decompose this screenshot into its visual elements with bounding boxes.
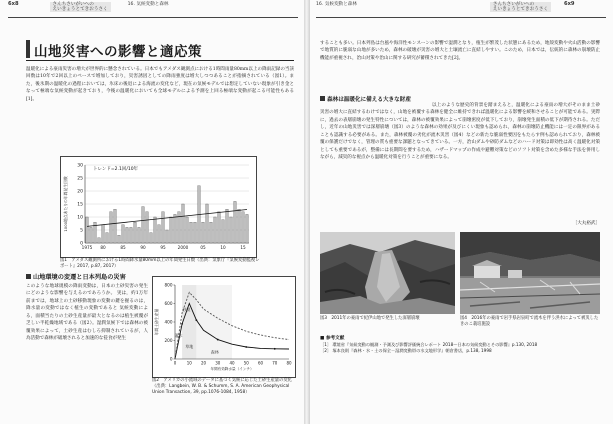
x-tick-label: 05 [200, 245, 206, 250]
bar [146, 212, 149, 243]
bar [138, 227, 141, 243]
bar [122, 225, 125, 243]
y-tick-label: 800 [164, 282, 173, 288]
bar [150, 233, 153, 243]
bar [238, 209, 241, 243]
right-header-rule [316, 17, 606, 18]
y-axis-label: 1000地点あたりの年間発生回数 [63, 176, 68, 232]
y-tick-label: 10 [77, 215, 83, 221]
title-rule [26, 60, 294, 61]
bar [210, 222, 213, 243]
y-tick-label: 200 [164, 338, 173, 343]
bar [130, 227, 133, 243]
section-2-title: 森林は温暖化に備える大きな財産 [327, 97, 411, 103]
figure-4-photo [460, 232, 600, 314]
bar [154, 217, 157, 243]
bar [234, 201, 237, 243]
data-point [245, 346, 247, 348]
y-axis-label: 年間土砂生産量 [154, 308, 159, 336]
bar [90, 227, 93, 243]
bar [98, 238, 101, 243]
bar [126, 227, 129, 243]
y-tick-label: 15 [77, 202, 83, 208]
x-tick-label: 70 [272, 360, 278, 366]
data-point [195, 319, 197, 321]
figure-2 [152, 276, 296, 378]
left-page-number: 6x8 [8, 1, 19, 7]
bar [202, 222, 205, 243]
continuation-paragraph: することも多い。日本列島は台風や海洋性モンスーンの影響で湿潤となり，植生が繁茂した状態にあるため，地殻変動や火山活動の影響で地質的に脆弱な山地が多いため，森林の破壊が災害の増大と土壌流亡に直結しやすい。このため，日本では，伝統的に森林の崩壊防止機能が重視され，治山対策や治山に関する研究が蓄積されてきた[2]。 [320, 41, 600, 61]
x-tick-label: 0 [173, 360, 177, 366]
figure-2-caption: 図2 アメリカの小流域のデータに基づく気候に応じた土砂生産量の変化（出典：Langbein, W. B. & Schumm, S. A. American Geophysical Union Transaction, 39, pp.1076-1084, 1958） [152, 378, 292, 396]
region-label: 灌木 [174, 332, 183, 338]
section-1-paragraph: このような地球規模の降雨変動は，日本の土砂災害の発生にどのような影響を与えるのであろうか。 実は，約1万年前までは，地球上の土砂移動現象の変動の鍵を握るのは，降水量の変動ではなく植生の変動であると 気候変動による，面積当たりの土砂生産量が最大となるのは植生被覆が乏しい半乾燥地域である（図2）。湿潤気候下では森林の被覆効果によって，土砂生産はむしろ抑制されているが，人為活動で森林が破壊されると加速的な侵食が発生 [26, 284, 148, 342]
figure-1-caption: 図1 アメダス観測所における1時間降水量80mm以上の年間発生日数（出典：気象庁『気候変動監視レポート』2017, p.87, 2017） [60, 258, 260, 270]
bar [158, 225, 161, 243]
landslide-photo-illustration [320, 232, 455, 314]
x-tick-label: 95 [160, 245, 166, 250]
bar [170, 217, 173, 243]
references [320, 336, 600, 354]
page-title: 山地災害への影響と適応策 [34, 44, 202, 60]
reference-item: ［2］ 塚本良則『森林・水・土の保全－湿潤変動帯の水文地形学』朝倉書店，p.138, 1998 [320, 348, 492, 353]
bar [222, 220, 225, 243]
x-tick-label: 85 [120, 245, 126, 250]
bar [142, 207, 145, 243]
y-tick-label: 0 [80, 241, 83, 247]
figure-3-caption: 図3 2011年の豪雨で紀伊山地で発生した深層崩壊 [320, 316, 420, 321]
y-tick-label: 0 [169, 356, 173, 362]
bar [206, 204, 209, 243]
right-page-header [316, 2, 606, 16]
region-label: 草地 [185, 343, 194, 349]
x-tick-label: 50 [243, 360, 249, 366]
bar [102, 225, 105, 243]
left-header-series: さんちさいがいへの えいきょうとてきおうさく [50, 2, 111, 12]
bar [242, 212, 245, 243]
bar [246, 214, 249, 243]
bar [86, 217, 89, 243]
references-heading-text: 参考文献 [325, 336, 345, 341]
data-point [274, 348, 276, 350]
x-tick-label: 10 [220, 245, 226, 250]
reference-marker-icon: ■ [320, 336, 326, 341]
title-marker [26, 40, 30, 58]
trend-label: トレンド=2.1回/10年 [93, 167, 139, 172]
x-tick-label: 80 [286, 360, 292, 366]
x-tick-label: 90 [140, 245, 146, 250]
y-tick-label: 5 [80, 228, 83, 234]
x-tick-label: 40 [229, 360, 235, 366]
debris-flood-photo-illustration [460, 232, 600, 314]
figure-2-line-chart [153, 277, 295, 377]
bar [230, 217, 233, 243]
bar [118, 235, 121, 243]
x-tick-label: 20 [200, 360, 207, 366]
reference-item: ［1］ 環境省『気候変動の観測・予測及び影響評価統合レポート 2018～日本の気候変動とその影響』p.130, 2018 [320, 342, 538, 347]
y-tick-label: 30 [77, 163, 83, 169]
y-tick-label: 400 [164, 319, 173, 325]
figure-3-photo [320, 232, 455, 314]
x-tick-label: 2000 [177, 245, 189, 250]
figure-1-bar-chart [61, 157, 256, 257]
bar [194, 222, 197, 243]
bar [134, 222, 137, 243]
section-marker-icon [320, 96, 325, 101]
section-1-heading [26, 272, 126, 281]
x-tick-label: 80 [100, 245, 106, 250]
x-tick-label: 15 [240, 245, 246, 250]
left-header-chapter: 16. 気候変動と森林 [127, 2, 169, 7]
region-label: 森林 [210, 349, 219, 355]
bar [174, 214, 177, 243]
x-tick-label: 10 [186, 360, 192, 366]
figure-1 [60, 156, 257, 258]
right-header-series: さんちさいがいへの えいきょうとてきおうさく [490, 2, 551, 12]
right-header-chapter: 16. 気候変動と森林 [316, 2, 357, 7]
intro-paragraph: 温暖化による豪雨災害の増大が世界的に懸念されている。日本でもアメダス観測点における1時間雨量80mm以上の降雨記録の当該回数は10年で2回以上のペースで増加しており，災害誘因としての降雨強度は増大しつつあることが指摘されている（図1）。また，後氷期の温暖化の過程においては，氷床の後退による海流の変化など，現在の気候モデルでは想定していない現象が引き金となって極端な気候変動が起きており，今後の温暖化においても全球モデルによる予測を上回る極端な変動が起こる可能性もある[1]。 [26, 67, 294, 102]
bar [190, 222, 193, 243]
data-point [181, 323, 183, 325]
left-header-rule [8, 17, 298, 18]
x-axis-label: 年間有効降水量（インチ） [210, 367, 254, 371]
bar [226, 209, 229, 243]
bar [114, 209, 117, 243]
x-tick-label: 1975 [81, 245, 93, 250]
bar [106, 233, 109, 243]
bar [182, 204, 185, 243]
x-tick-label: 60 [257, 360, 264, 366]
climate-zone [196, 285, 232, 359]
section-marker-icon [26, 274, 31, 279]
x-tick-label: 30 [215, 360, 221, 366]
section-2-paragraph: 以上のような歴史的背景を踏まえると，温暖化による豪雨の増大がそのまま土砂災害の増大に直結するわけではなく，山地を被覆する森林を健全に維持できれば温暖化による影響を緩和させることが可能である。実際に，過去の表層崩壊の発生特性については，森林の被覆効果によって崩壊密度が低下しており，崩壊発生面積の低下が期待される。ただし，近年の山地災害では深層崩壊（図3）のような森林の効果が及びにくい現象も認められ，森林の崩壊防止機能には一定の限界があることも認識する必要がある。また，森林被覆の劣化が流木災害（図4）などの新たな脆弱性要因をもたらす例も認められており，森林被覆の保護だけでなく，管理の質も重要な課題となってきている。一方，治山ダムや砂防ダムなどのハード対策は即効性は高く温暖化対策としても重要であるが，整備には長期間を要するため，ハザードマップの作成や避難対策などのソフト対策を含めた多様な手法を併用しながら，減災的な視点から温暖化対策を行うことが重要になる。 [320, 103, 600, 161]
bar [186, 217, 189, 243]
y-tick-label: 600 [164, 301, 173, 306]
left-page-header [8, 2, 298, 16]
data-point [217, 339, 219, 341]
bar [166, 230, 169, 243]
right-page-number: 6x9 [563, 1, 575, 7]
figure-4-caption: 図4 2016年の豪雨で岩手県岩泉町で流木を伴う洪水によって被災したきのこ栽培施設 [460, 316, 599, 328]
book-gutter [304, 0, 310, 424]
bar [162, 212, 165, 243]
y-tick-label: 20 [77, 189, 83, 195]
section-1-title: 山地環境の変遷と日本列島の災害 [33, 274, 126, 281]
y-tick-label: 25 [77, 176, 83, 182]
region-label: 砂漠 [182, 306, 191, 312]
bar [110, 212, 113, 243]
bar [214, 217, 217, 243]
author-credit: ［大丸裕武］ [572, 221, 600, 226]
bar [218, 212, 221, 243]
